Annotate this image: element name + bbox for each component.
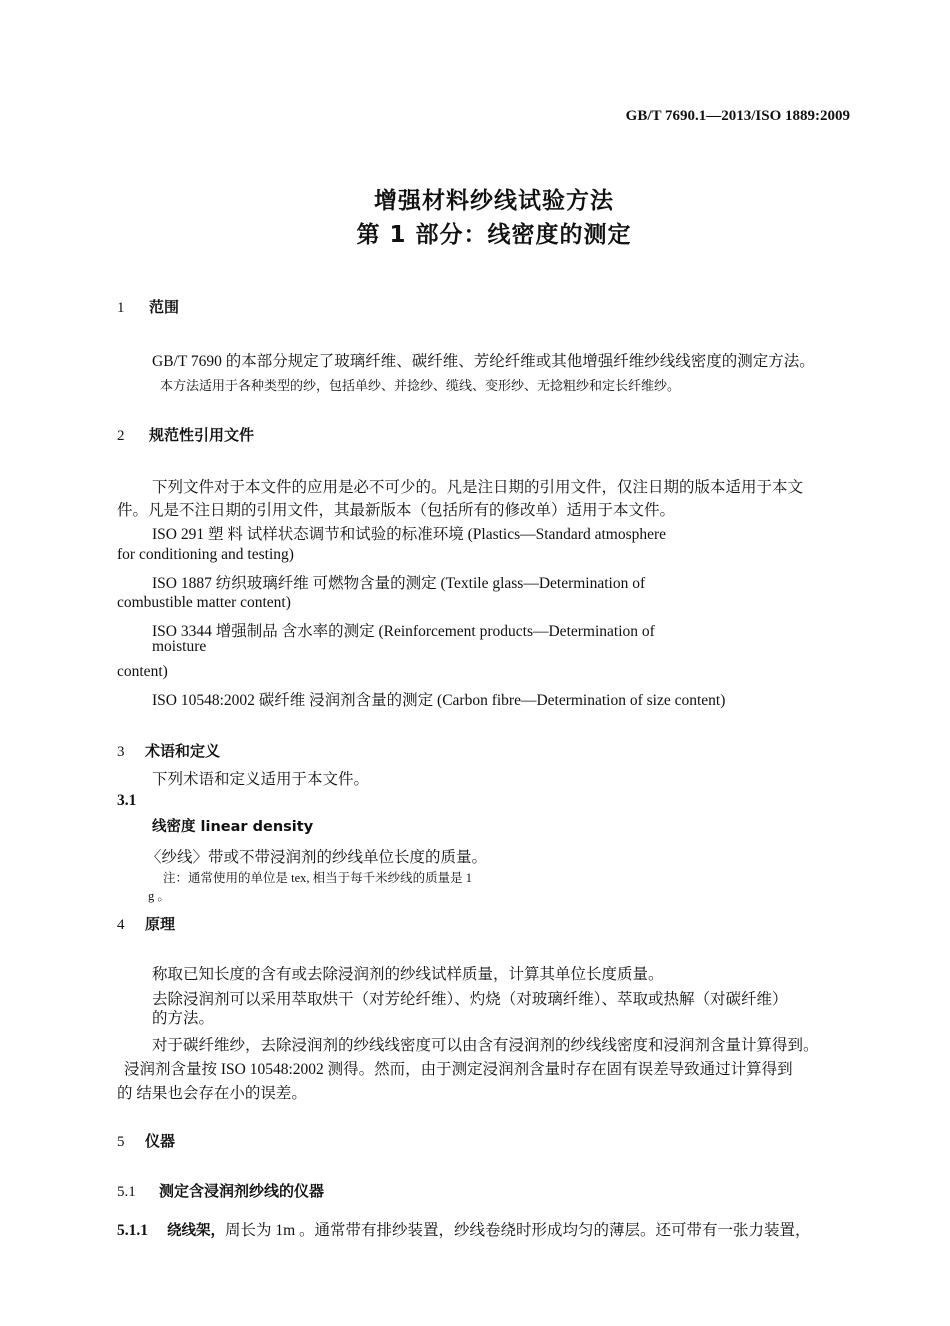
clause-number: 5.1.1: [117, 1222, 148, 1239]
scope-paragraph-2: 本方法适用于各种类型的纱，包括单纱、并捻纱、缆线、变形纱、无捻粗纱和定长纤维纱。: [160, 378, 681, 393]
section-4-heading: [117, 913, 175, 934]
section-3-heading: [117, 740, 220, 761]
principle-paragraph-2: 去除浸润剂可以采用萃取烘干（对芳纶纤维）、灼烧（对玻璃纤维）、萃取或热解（对碳纤维）: [152, 991, 788, 1008]
references-intro-line-1: 下列文件对于本文件的应用是必不可少的。凡是注日期的引用文件，仅注日期的版本适用于本文: [152, 479, 804, 496]
principle-paragraph-3-cont-2: 的 结果也会存在小的误差。: [117, 1085, 307, 1102]
references-intro-line-2: 件。凡是不注日期的引用文件，其最新版本（包括所有的修改单）适用于本文件。: [117, 502, 676, 519]
principle-paragraph-3-cont: 浸润剂含量按 ISO 10548:2002 测得。然而，由于测定浸润剂含量时存在固有误差导致通过计算得到: [124, 1061, 793, 1078]
reference-iso-3344-cont-2: content): [117, 663, 168, 680]
clause-5-1-1: [117, 1218, 811, 1240]
reference-iso-3344: ISO 3344 增强制品 含水率的测定 (Reinforcement products—Determination of: [152, 623, 655, 640]
section-number: 3: [117, 744, 125, 760]
section-title: 规范性引用文件: [149, 426, 255, 444]
terms-intro: 下列术语和定义适用于本文件。: [152, 771, 370, 788]
subsection-title: 测定含浸润剂纱线的仪器: [159, 1182, 325, 1200]
standard-number: GB/T 7690.1—2013/ISO 1889:2009: [625, 108, 850, 124]
document-subtitle: 第 1 部分：线密度的测定: [356, 222, 632, 248]
section-number: 4: [117, 917, 125, 933]
clause-text: 周长为 1m 。通常带有排纱装置，纱线卷绕时形成均匀的薄层。还可带有一张力装置，: [225, 1222, 811, 1239]
subsection-5-1-heading: [117, 1180, 324, 1201]
term-note-cont: g 。: [148, 889, 170, 903]
section-number: 5: [117, 1134, 125, 1150]
section-1-heading: [117, 296, 179, 317]
principle-paragraph-1: 称取已知长度的含有或去除浸润剂的纱线试样质量，计算其单位长度质量。: [152, 966, 664, 983]
reference-iso-3344-cont: moisture: [152, 638, 207, 655]
clause-term: 绕线架，: [167, 1223, 225, 1239]
subsection-number: 5.1: [117, 1184, 136, 1200]
section-2-heading: [117, 424, 254, 445]
section-number: 1: [117, 300, 125, 316]
reference-iso-10548: ISO 10548:2002 碳纤维 浸润剂含量的测定 (Carbon fibre—Determination of size content): [152, 692, 726, 709]
term-name: 线密度 linear density: [152, 819, 314, 835]
term-number: 3.1: [117, 792, 137, 809]
section-title: 原理: [145, 915, 176, 933]
section-title: 仪器: [145, 1132, 176, 1150]
principle-paragraph-3: 对于碳纤维纱，去除浸润剂的纱线线密度可以由含有浸润剂的纱线线密度和浸润剂含量计算得到。: [152, 1037, 819, 1054]
section-number: 2: [117, 428, 125, 444]
reference-iso-1887: ISO 1887 纺织玻璃纤维 可燃物含量的测定 (Textile glass—Determination of: [152, 575, 646, 592]
term-note: 注：通常使用的单位是 tex, 相当于每千米纱线的质量是 1: [163, 871, 473, 885]
scope-paragraph-1: GB/T 7690 的本部分规定了玻璃纤维、碳纤维、芳纶纤维或其他增强纤维纱线线密度的测定方法。: [152, 353, 815, 370]
section-5-heading: [117, 1130, 175, 1151]
principle-paragraph-2-cont: 的方法。: [152, 1010, 215, 1027]
reference-iso-291: ISO 291 塑 料 试样状态调节和试验的标准环境 (Plastics—Standard atmosphere: [152, 526, 667, 543]
reference-iso-1887-cont: combustible matter content): [117, 594, 291, 611]
term-definition: 〈纱线〉带或不带浸润剂的纱线单位长度的质量。: [146, 849, 488, 866]
section-title: 术语和定义: [145, 742, 221, 760]
reference-iso-291-cont: for conditioning and testing): [117, 546, 294, 563]
section-title: 范围: [149, 298, 180, 316]
document-title: 增强材料纱线试验方法: [374, 188, 614, 214]
